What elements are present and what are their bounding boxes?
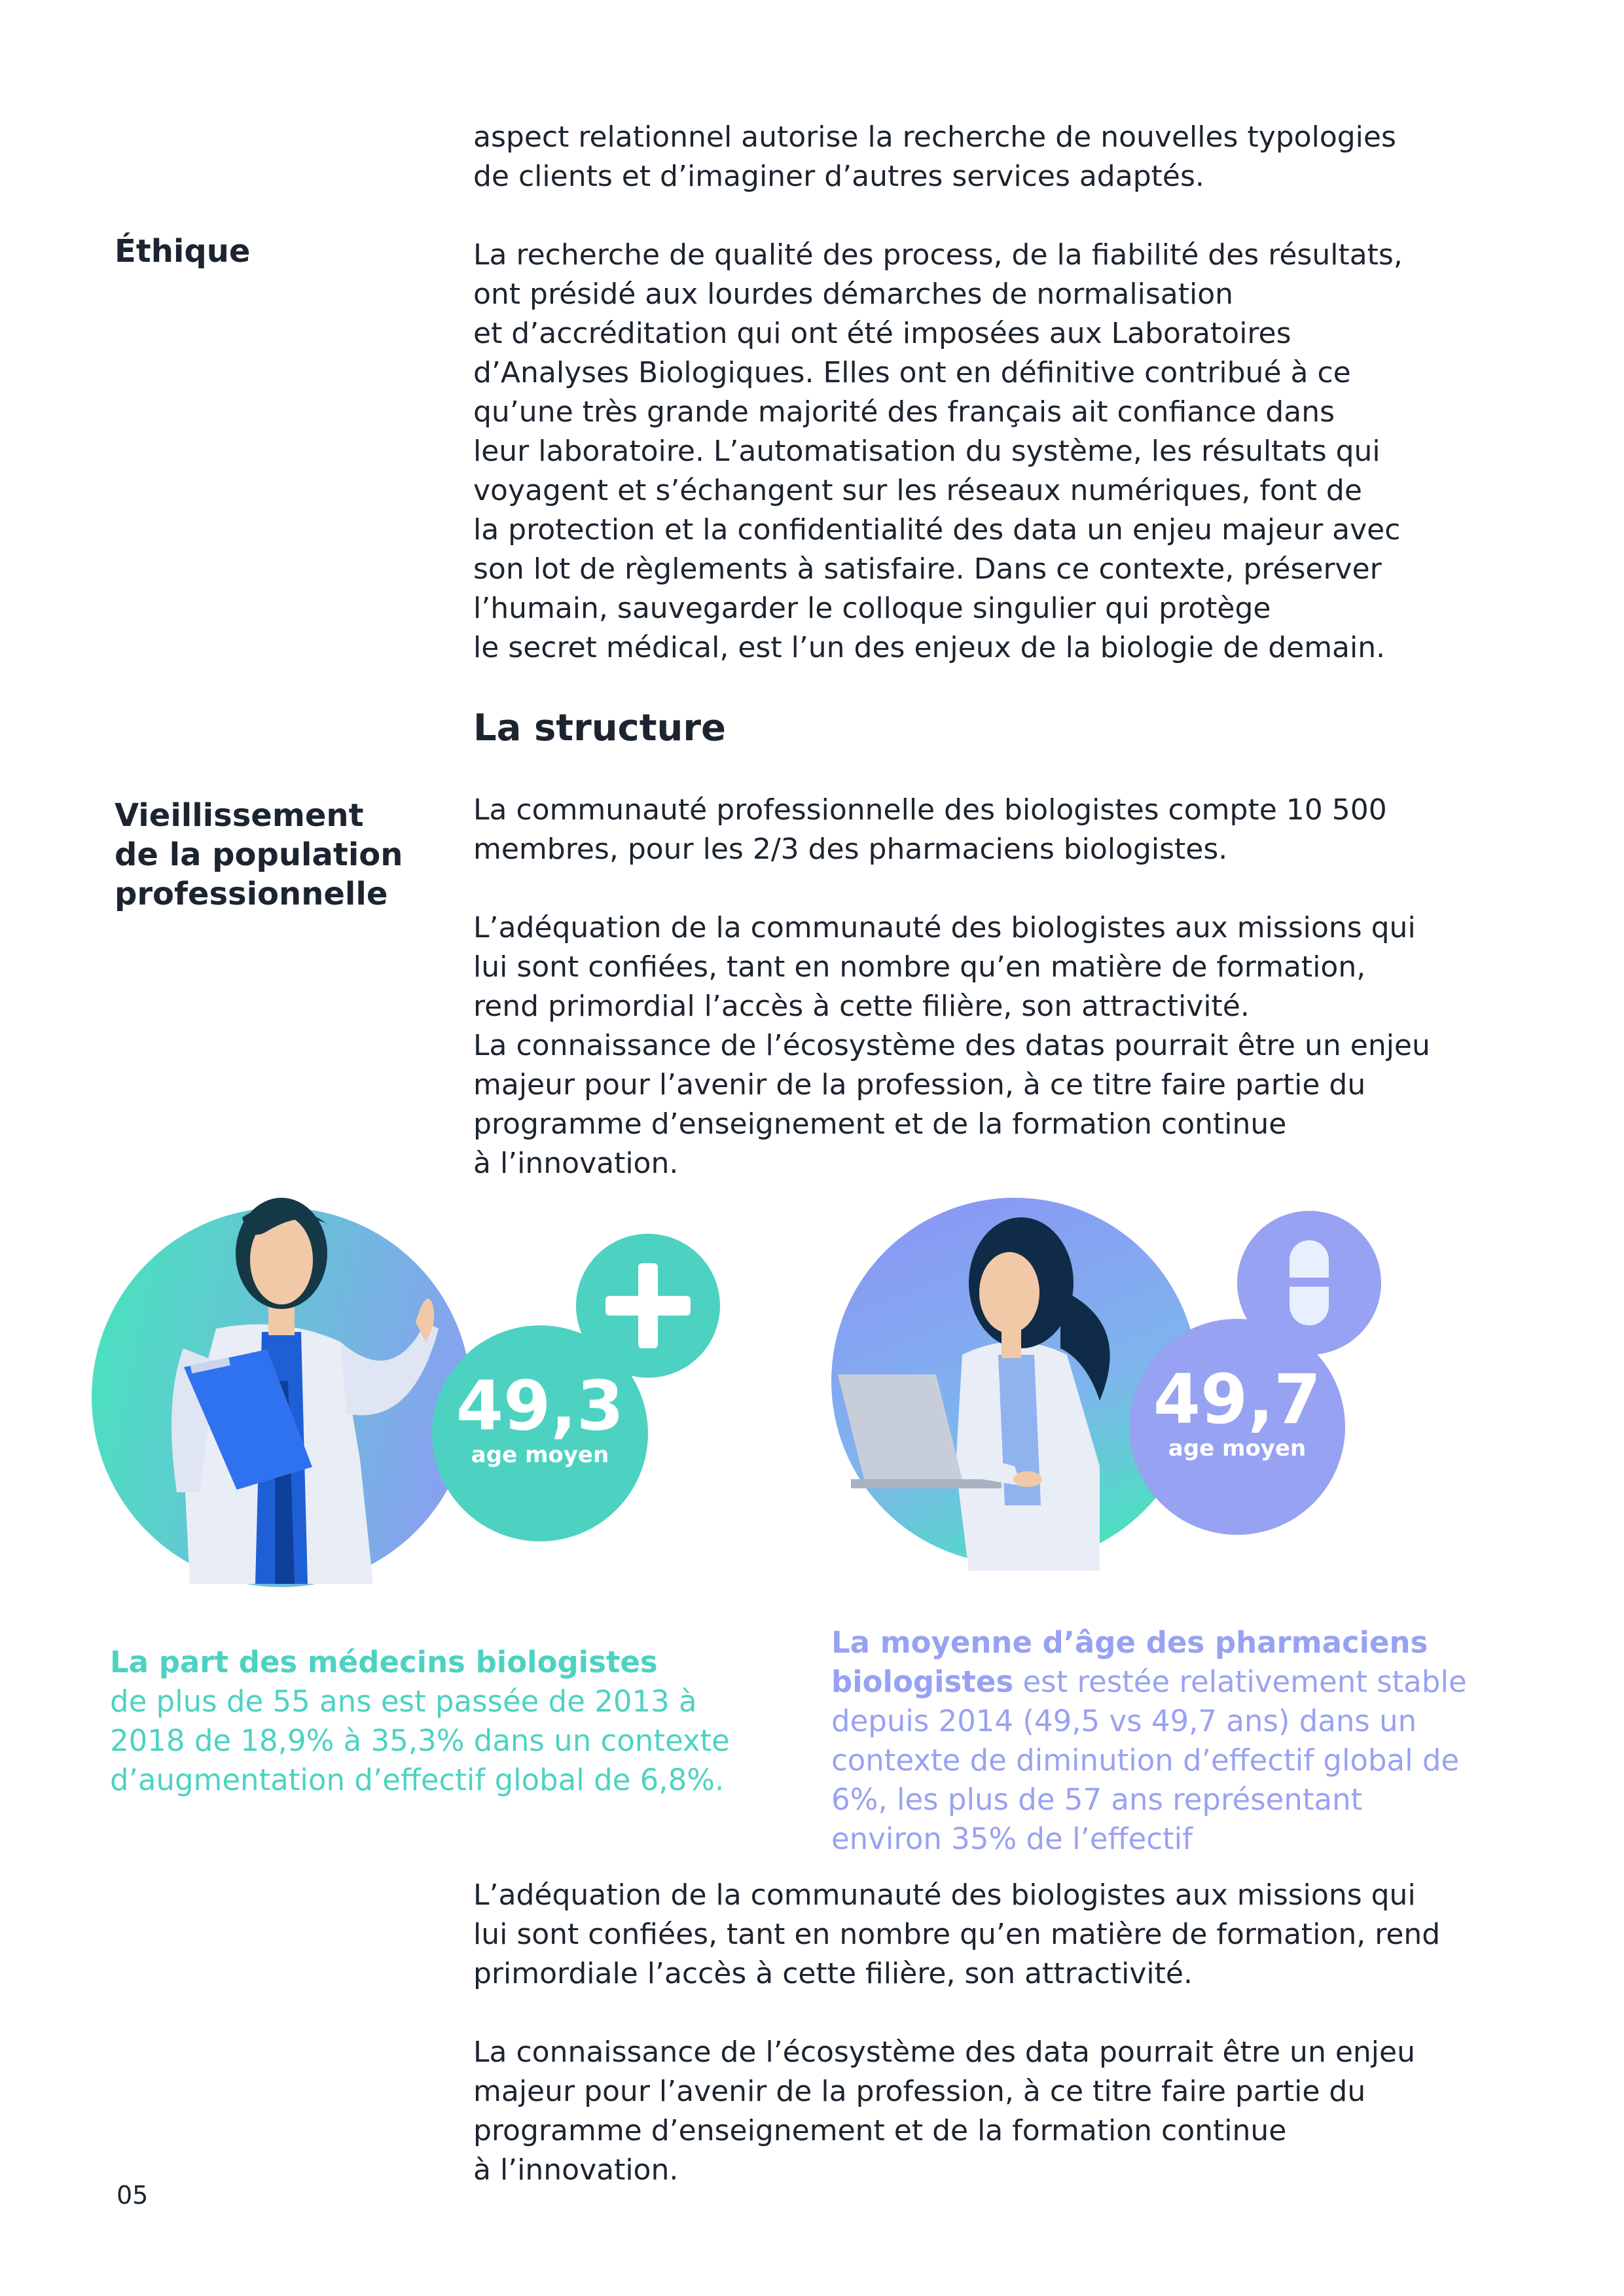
caption-right-bold: La moyenne d’âge des pharmaciens biologistes [831,1625,1428,1699]
ethique-label: Éthique [115,233,251,270]
structure-heading: La structure [473,707,726,749]
closing-paragraph-1: L’adéquation de la communauté des biologistes aux missions qui lui sont confiées, tant en nombre qu’en matière de formation, rend primordiale l’accès à cette filière, son attractivité. [473,1878,1441,1990]
caption-right [831,1623,1486,1859]
stat-right [1129,1359,1345,1462]
page-number: 05 [117,2181,149,2210]
doctor-illustration [85,1191,759,1597]
stat-left [432,1366,648,1468]
structure-paragraph-1: La communauté professionnelle des biologistes compte 10 500 membres, pour les 2/3 des pharmaciens biologistes. [473,793,1387,866]
intro-paragraph: aspect relationnel autorise la recherche de nouvelles typologies de clients et d’imaginer d’autres services adaptés. [473,120,1396,193]
caption-left-text: de plus de 55 ans est passée de 2013 à 2018 de 18,9% à 35,3% dans un contexte d’augmentation d’effectif global de 6,8%. [110,1684,730,1797]
closing-paragraph-2: La connaissance de l’écosystème des data pourrait être un enjeu majeur pour l’avenir de la profession, à ce titre faire partie du programme d’enseignement et de la formation continue à l’innovation. [473,2036,1415,2187]
stat-right-label: age moyen [1168,1435,1307,1462]
caption-right-text: est restée relativement stable depuis 2014 (49,5 vs 49,7 ans) dans un contexte de diminution d’effectif global de 6%, les plus de 57 ans représentant environ 35% de l’effectif [831,1664,1467,1856]
caption-left [110,1643,778,1800]
vieillissement-label: Vieillissement de la population professionnelle [115,797,403,912]
stat-left-value: 49,3 [456,1366,624,1446]
stat-right-value: 49,7 [1153,1359,1322,1439]
structure-paragraph-2: L’adéquation de la communauté des biologistes aux missions qui lui sont confiées, tant en nombre qu’en matière de formation, rend primordial l’accès à cette filière, son attractivité. La connaissance de l’écosystème des datas pourrait être un enjeu majeur pour l’avenir de la profession, à ce titre faire partie du programme d’enseignement et de la formation continue à l’innovation. [473,911,1430,1180]
stat-left-label: age moyen [471,1442,609,1468]
pill-icon [1286,1240,1332,1325]
caption-left-bold: La part des médecins biologistes [110,1645,658,1679]
ethique-paragraph: La recherche de qualité des process, de la fiabilité des résultats, ont présidé aux lourdes démarches de normalisation et d’accréditation qui ont été imposées aux Laboratoires d’Analyses Biologiques. Elles ont en définitive contribué à ce qu’une très grande majorité des français ait confiance dans leur laboratoire. L’automatisation du système, les résultats qui voyagent et s’échangent sur les réseaux numériques, font de la protection et la confidentialité des data un enjeu majeur avec son lot de règlements à satisfaire. Dans ce contexte, préserver l’humain, sauvegarder le colloque singulier qui protège le secret médical, est l’un des enjeux de la biologie de demain. [473,238,1403,664]
